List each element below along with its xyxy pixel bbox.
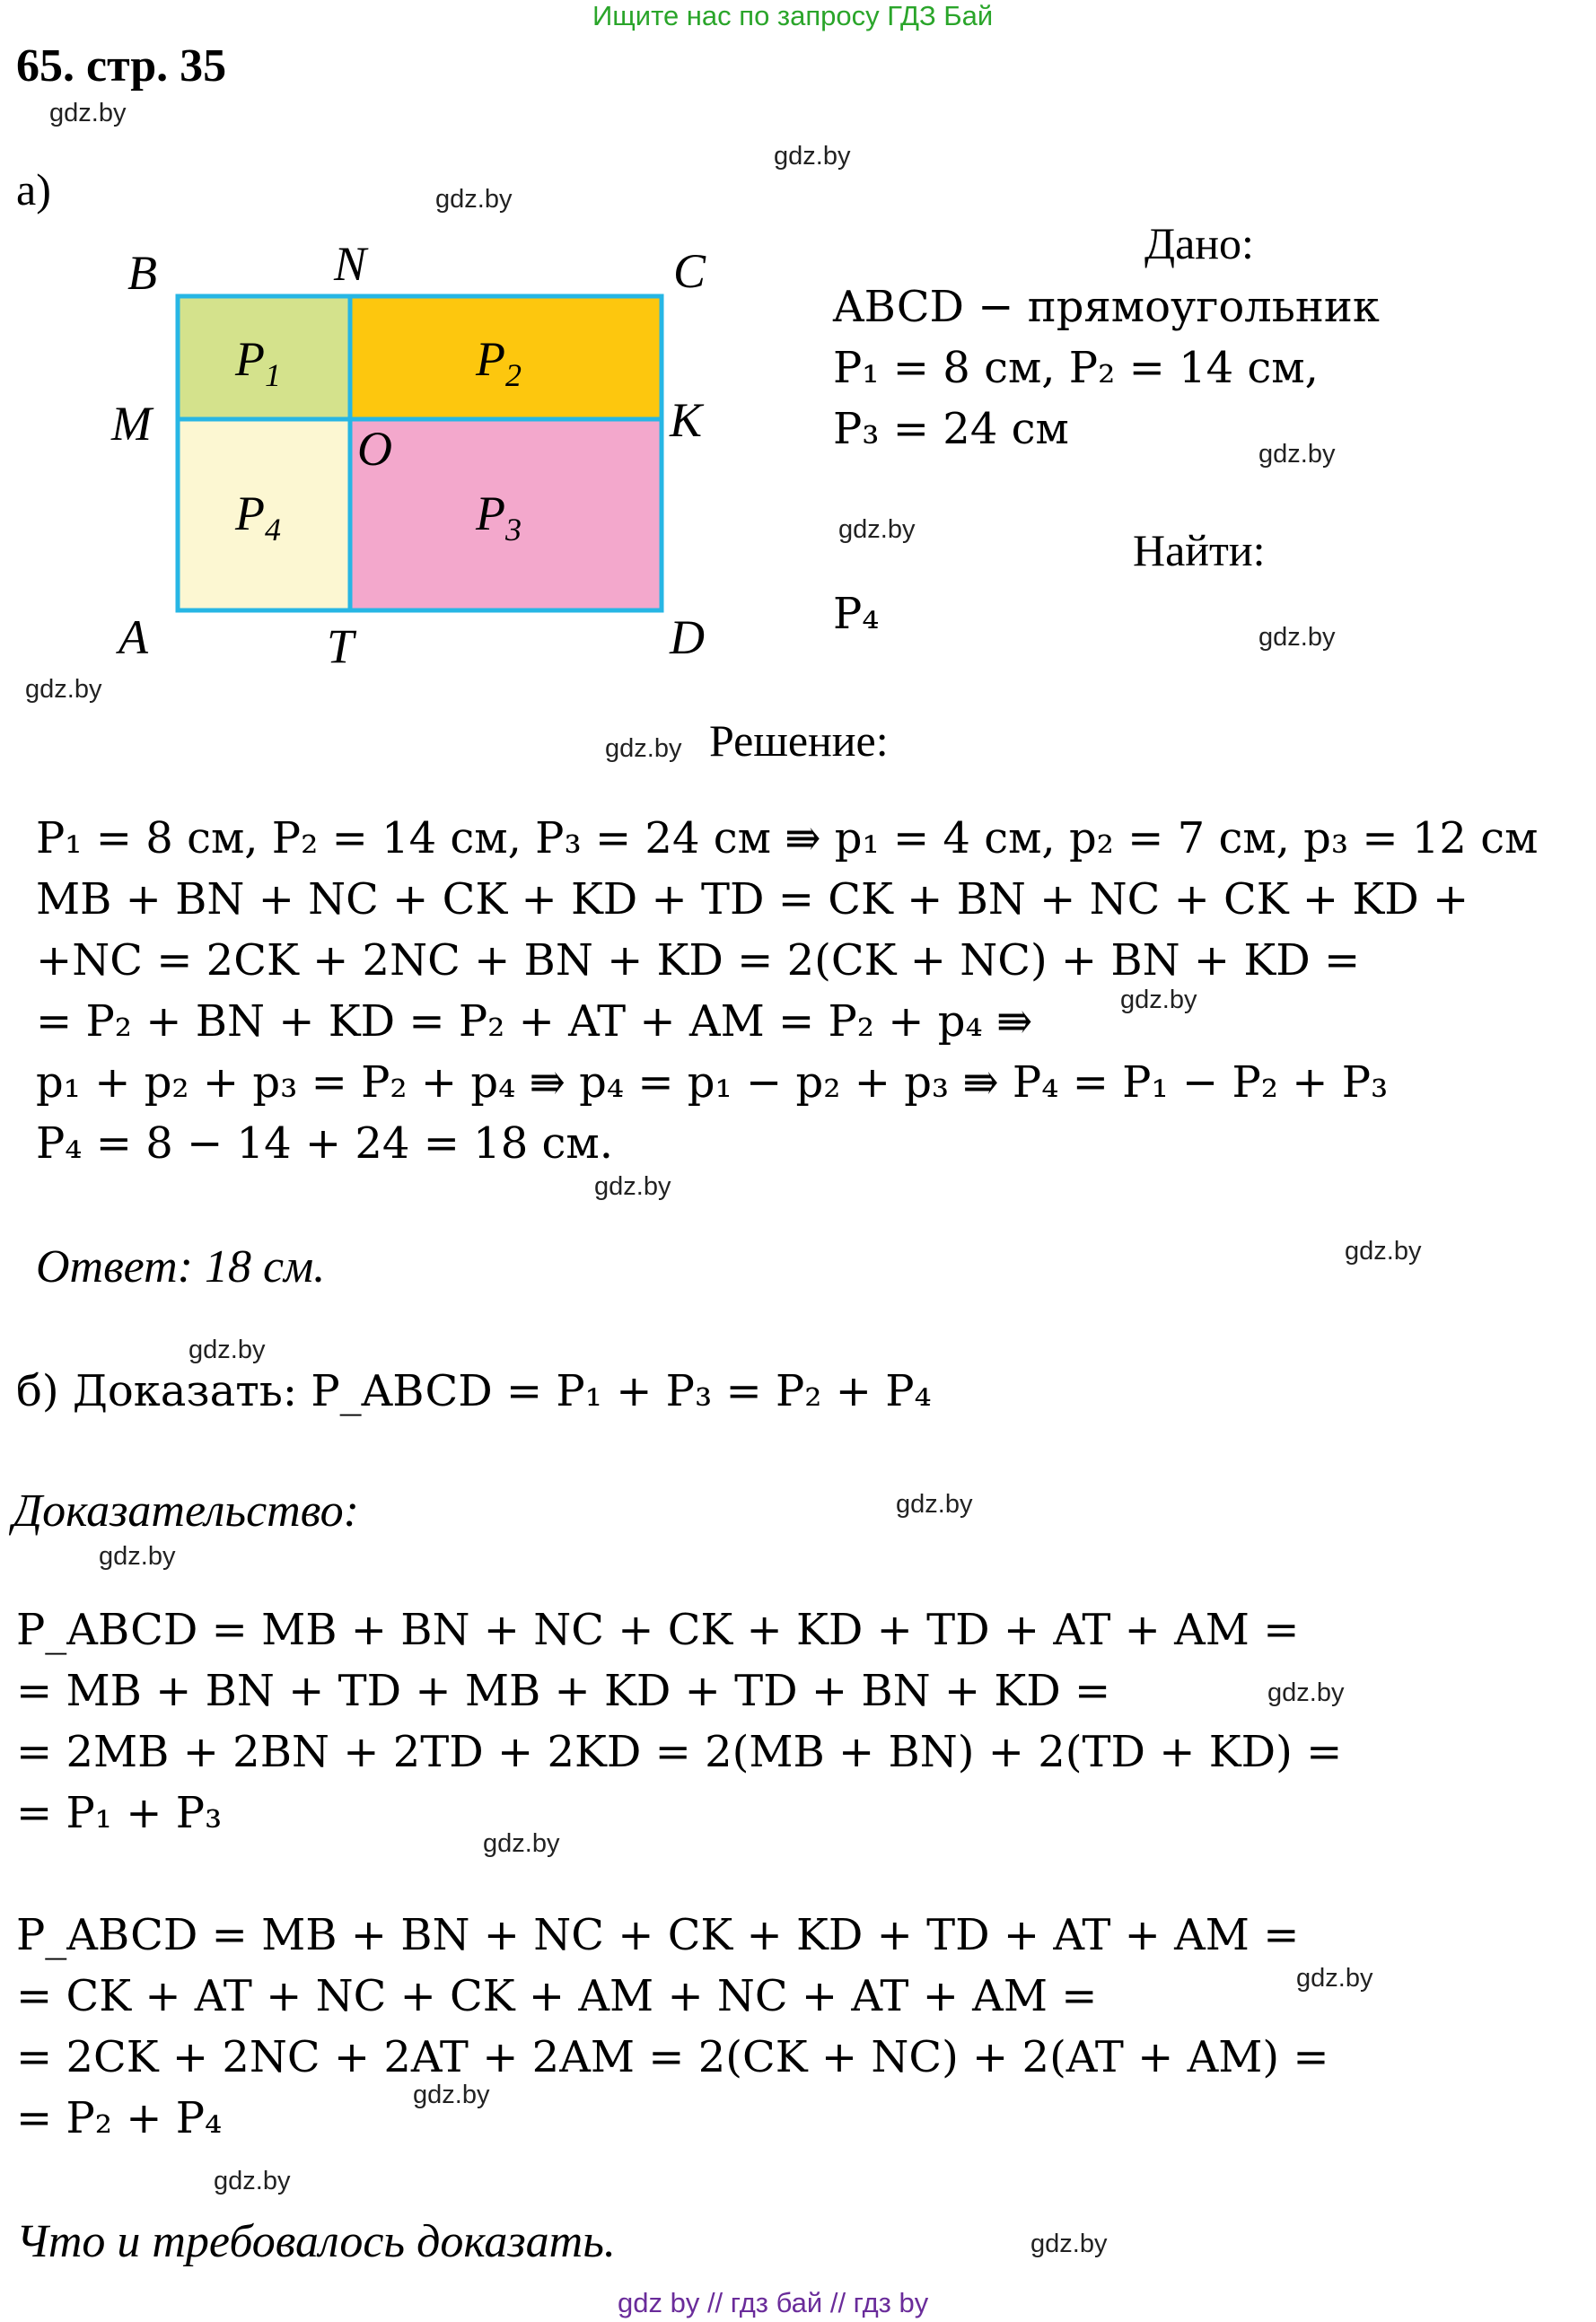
find-value: P₄: [833, 589, 880, 639]
watermark: gdz.by: [483, 1829, 560, 1858]
proof-1-line-3: = 2MB + 2BN + 2TD + 2KD = 2(MB + BN) + 2(TD + KD) =: [16, 1727, 1343, 1777]
part-b-statement: б) Доказать: P_ABCD = P₁ + P₃ = P₂ + P₄: [16, 1366, 932, 1416]
watermark: gdz.by: [1030, 2230, 1108, 2258]
find-title: Найти:: [1133, 525, 1266, 575]
watermark: gdz.by: [99, 1542, 176, 1571]
top-search-link[interactable]: Ищите нас по запросу ГДЗ Бай: [592, 0, 994, 31]
proof-1-line-1: P_ABCD = MB + BN + NC + CK + KD + TD + AT + AM =: [16, 1605, 1300, 1655]
watermark: gdz.by: [189, 1336, 266, 1364]
watermark: gdz.by: [1258, 623, 1336, 652]
solution-line-6: P₄ = 8 − 14 + 24 = 18 см.: [36, 1118, 613, 1169]
watermark: gdz.by: [605, 734, 682, 763]
vertex-b: B: [127, 246, 157, 300]
rectangle-figure: [99, 224, 727, 691]
solution-line-2: MB + BN + NC + CK + KD + TD = CK + BN + NC + CK + KD +: [36, 874, 1469, 924]
proof-2-line-4: = P₂ + P₄: [16, 2093, 223, 2143]
watermark: gdz.by: [1120, 986, 1197, 1014]
proof-2-line-2: = CK + AT + NC + CK + AM + NC + AT + AM =: [16, 1971, 1098, 2021]
footer-links[interactable]: gdz by // гдз бай // гдз by: [618, 2287, 929, 2318]
given-line-1: ABCD − прямоугольник: [833, 282, 1380, 332]
proof-1-line-2: = MB + BN + TD + MB + KD + TD + BN + KD =: [16, 1666, 1111, 1716]
region-label-p4: $P_4$: [235, 486, 281, 548]
vertex-c: C: [673, 244, 706, 298]
vertex-k: K: [670, 393, 703, 447]
region-label-p2: $P_2$: [476, 332, 522, 393]
watermark: gdz.by: [1296, 1964, 1373, 1993]
watermark: gdz.by: [25, 675, 102, 704]
region-label-p1: $P_1$: [235, 332, 281, 393]
watermark: gdz.by: [1258, 440, 1336, 469]
vertex-d: D: [670, 610, 705, 664]
watermark: gdz.by: [1345, 1237, 1422, 1266]
watermark: gdz.by: [435, 185, 513, 214]
watermark: gdz.by: [1267, 1678, 1345, 1707]
given-title: Дано:: [1144, 218, 1254, 268]
part-a-label: а): [16, 164, 51, 215]
watermark: gdz.by: [896, 1490, 973, 1519]
watermark: gdz.by: [413, 2081, 490, 2109]
watermark: gdz.by: [214, 2167, 291, 2195]
answer: Ответ: 18 см.: [36, 1241, 326, 1292]
watermark: gdz.by: [49, 99, 127, 127]
solution-title: Решение:: [709, 715, 889, 766]
proof-1-line-4: = P₁ + P₃: [16, 1788, 223, 1838]
region-label-p3: $P_3$: [476, 486, 522, 548]
solution-line-4: = P₂ + BN + KD = P₂ + AT + AM = P₂ + p₄ ⇛: [36, 996, 1033, 1047]
proof-2-line-3: = 2CK + 2NC + 2AT + 2AM = 2(CK + NC) + 2(AT + AM) =: [16, 2032, 1329, 2082]
solution-line-5: p₁ + p₂ + p₃ = P₂ + p₄ ⇛ p₄ = p₁ − p₂ + p₃ ⇛ P₄ = P₁ − P₂ + P₃: [36, 1057, 1389, 1108]
vertex-m: M: [111, 397, 152, 451]
watermark: gdz.by: [838, 515, 916, 544]
proof-title: Доказательство:: [13, 1485, 359, 1537]
solution-line-1: P₁ = 8 см, P₂ = 14 см, P₃ = 24 см ⇛ p₁ = 4 см, p₂ = 7 см, p₃ = 12 см: [36, 813, 1539, 863]
conclusion: Что и требовалось доказать.: [16, 2216, 616, 2267]
given-line-3: P₃ = 24 см: [833, 404, 1069, 454]
page-title: 65. стр. 35: [16, 40, 227, 92]
proof-2-line-1: P_ABCD = MB + BN + NC + CK + KD + TD + AT + AM =: [16, 1910, 1300, 1960]
vertex-o: O: [357, 422, 392, 476]
vertex-t: T: [327, 619, 355, 673]
given-line-2: P₁ = 8 см, P₂ = 14 см,: [833, 343, 1319, 393]
watermark: gdz.by: [594, 1172, 671, 1201]
solution-line-3: +NC = 2CK + 2NC + BN + KD = 2(CK + NC) + BN + KD =: [36, 935, 1361, 986]
vertex-n: N: [334, 237, 367, 291]
watermark: gdz.by: [774, 142, 851, 171]
vertex-a: A: [118, 610, 148, 664]
